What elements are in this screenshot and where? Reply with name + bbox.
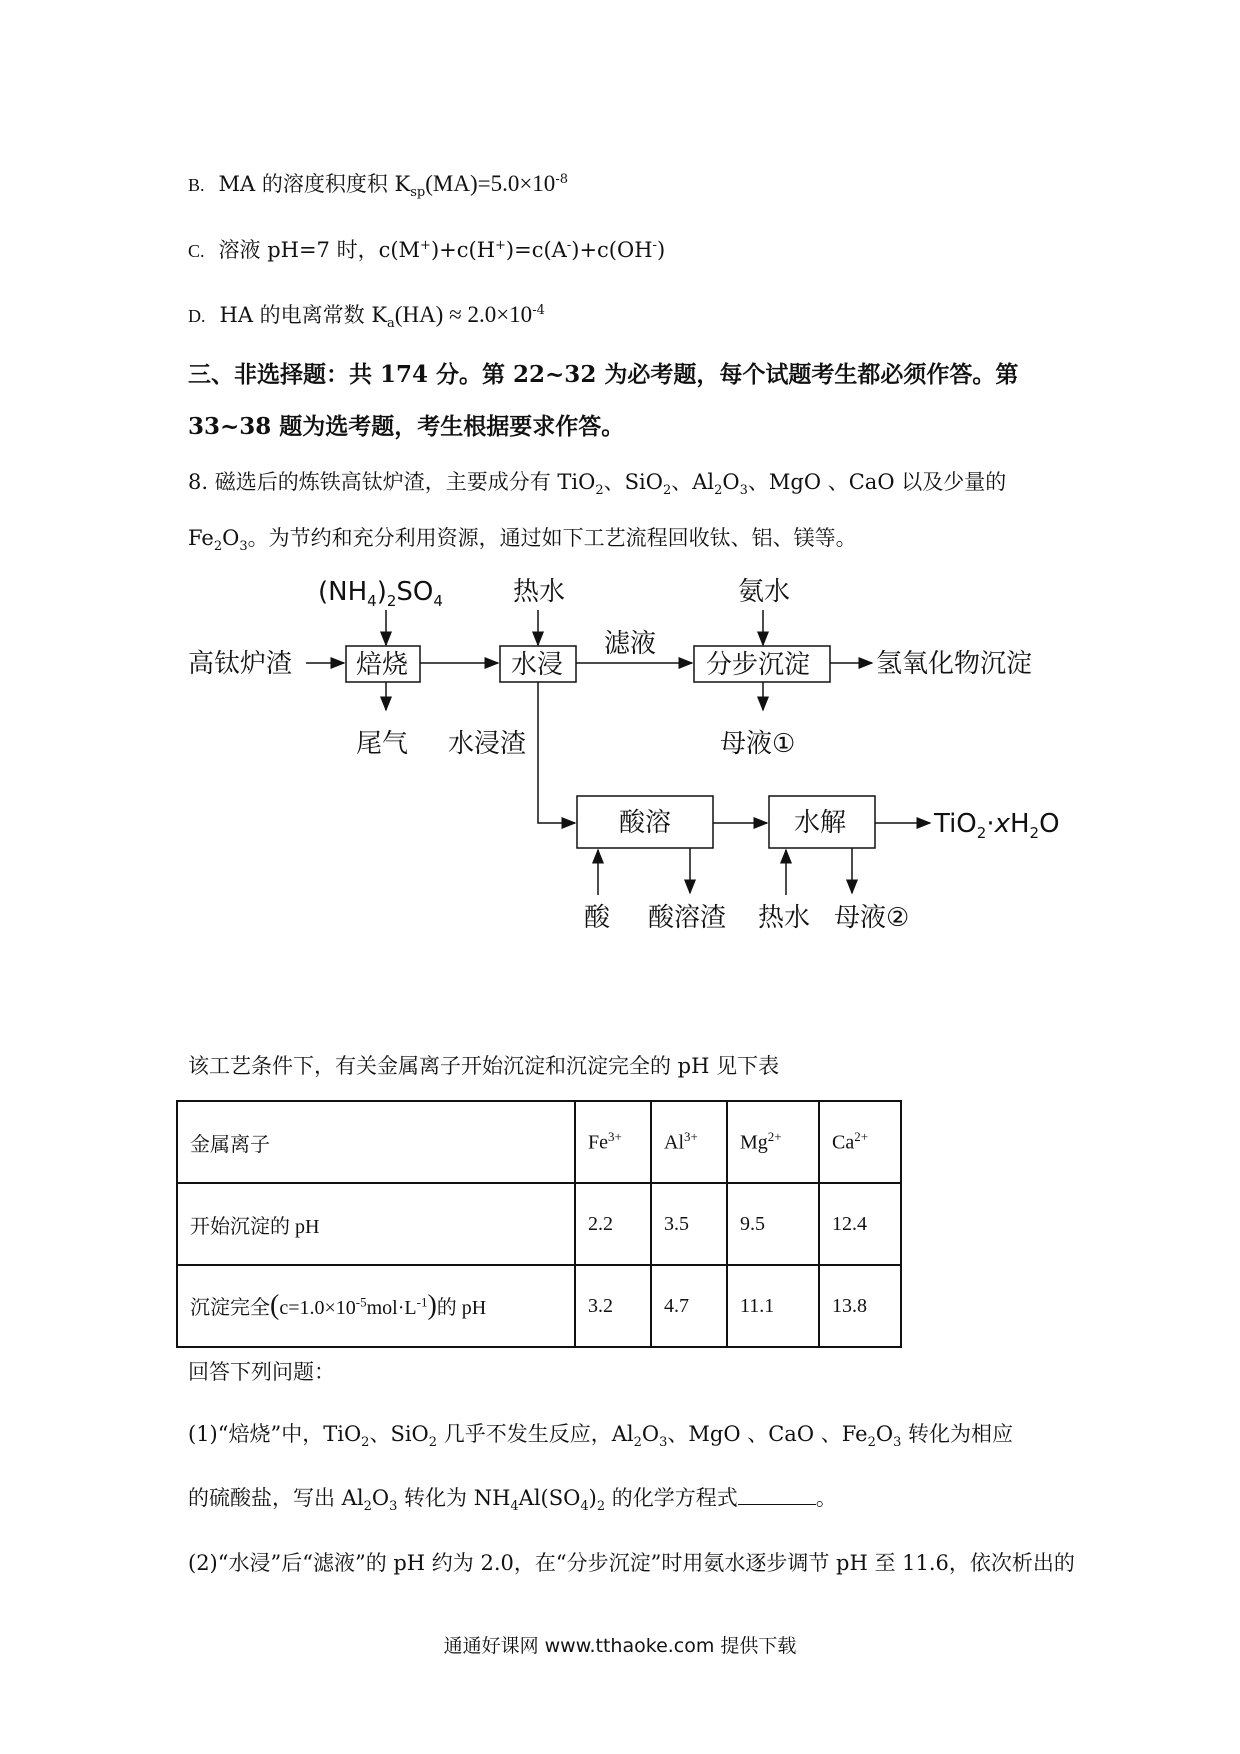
header-ion-fe: $Fe^{3+}$ bbox=[575, 1101, 651, 1183]
question8-line1: 8. 磁选后的炼铁高钛炉渣，主要成分有 TiO$_2$、SiO$_2$、$Al_2O_3$、MgO 、CaO 以及少量的 bbox=[188, 470, 1007, 499]
label-hydroxide: 氢氧化物沉淀 bbox=[876, 649, 1033, 679]
option-letter: D. bbox=[188, 306, 206, 326]
process-flowchart bbox=[0, 560, 1240, 950]
label-hot-water-1: 热水 bbox=[513, 577, 566, 607]
option-c: C. 溶液 pH=7 时，c(M+)+c(H+)=c(A-)+c(OH-) bbox=[188, 238, 666, 262]
table-cell: 3.2 bbox=[575, 1265, 651, 1347]
label-hot-water-2: 热水 bbox=[758, 903, 811, 933]
table-row bbox=[177, 1183, 901, 1265]
label-ammonia: 氨水 bbox=[738, 577, 791, 607]
row-label-start: 开始沉淀的 pH bbox=[177, 1183, 575, 1265]
option-b: B. MA 的溶度积度积 $K_{sp}(MA)=5.0\times 10^{-8}$ bbox=[188, 171, 568, 201]
reagent-ammonium-sulfate: $(NH_4)_2SO_4$ bbox=[318, 577, 443, 610]
question8-line2: $Fe_2O_3$。为节约和充分利用资源，通过如下工艺流程回收钛、铝、镁等。 bbox=[188, 526, 857, 555]
header-ion-mg: $Mg^{2+}$ bbox=[727, 1101, 819, 1183]
q1-line1: (1)“焙烧”中，TiO$_2$、SiO$_2$ 几乎不发生反应，$Al_2O_3$、MgO 、CaO 、$Fe_2O_3$ 转化为相应 bbox=[188, 1422, 1014, 1451]
label-acid: 酸 bbox=[584, 903, 611, 933]
label-box-precip: 分步沉淀 bbox=[706, 650, 811, 680]
section-heading-line1: 三、非选择题：共 174 分。第 22~32 为必考题，每个试题考生都必须作答。第 bbox=[188, 361, 1019, 388]
table-intro: 该工艺条件下，有关金属离子开始沉淀和沉淀完全的 pH 见下表 bbox=[188, 1054, 780, 1078]
table-cell: 11.1 bbox=[727, 1265, 819, 1347]
header-ion-al: $Al^{3+}$ bbox=[651, 1101, 727, 1183]
label-leach-residue: 水浸渣 bbox=[448, 729, 527, 759]
label-acid-residue: 酸溶渣 bbox=[648, 903, 727, 933]
answer-intro: 回答下列问题： bbox=[188, 1360, 335, 1384]
label-filtrate: 滤液 bbox=[604, 629, 657, 659]
label-box-leach: 水浸 bbox=[511, 650, 564, 680]
table-cell: 9.5 bbox=[727, 1183, 819, 1265]
label-mother-liquor-2: 母液② bbox=[834, 903, 910, 933]
q2-line1: (2)“水浸”后“滤液”的 pH 约为 2.0，在“分步沉淀”时用氨水逐步调节 pH 至 11.6，依次析出的 bbox=[188, 1551, 1075, 1575]
label-tail-gas: 尾气 bbox=[356, 729, 409, 759]
table-cell: 13.8 bbox=[819, 1265, 901, 1347]
table-cell: 4.7 bbox=[651, 1265, 727, 1347]
option-d: D. HA 的电离常数 $K_a(HA) \approx 2.0\times 10^{-4}$ bbox=[188, 302, 545, 332]
table-row bbox=[177, 1265, 901, 1347]
q1-line2: 的硫酸盐，写出 $Al_2O_3$ 转化为 $NH_4Al(SO_4)_2$ 的化学方程式 。 bbox=[188, 1486, 837, 1515]
label-box-hydrolysis: 水解 bbox=[794, 808, 847, 838]
section-heading-line2: 33~38 题为选考题，考生根据要求作答。 bbox=[188, 413, 625, 440]
table-cell: 12.4 bbox=[819, 1183, 901, 1265]
label-mother-liquor-1: 母液① bbox=[720, 729, 796, 759]
arrow-residue-to-acid bbox=[538, 682, 575, 823]
label-box-roast: 焙烧 bbox=[356, 650, 409, 680]
ion-ph-table bbox=[176, 1100, 902, 1348]
header-label: 金属离子 bbox=[177, 1101, 575, 1183]
label-input-slag: 高钛炉渣 bbox=[188, 649, 293, 679]
table-row-header bbox=[177, 1101, 901, 1183]
label-product: $TiO_2\cdot xH_2O$ bbox=[934, 809, 1060, 842]
page-footer: 通通好课网 www.tthaoke.com 提供下载 bbox=[443, 1635, 797, 1657]
option-letter: C. bbox=[188, 241, 205, 261]
row-label-complete: 沉淀完全$(c=1.0\times 10^{-5}mol\cdot L^{-1})$的 pH bbox=[177, 1265, 575, 1347]
table-cell: 2.2 bbox=[575, 1183, 651, 1265]
option-letter: B. bbox=[188, 175, 205, 195]
answer-blank[interactable] bbox=[738, 1484, 816, 1505]
label-box-acid: 酸溶 bbox=[619, 808, 672, 838]
header-ion-ca: $Ca^{2+}$ bbox=[819, 1101, 901, 1183]
table-cell: 3.5 bbox=[651, 1183, 727, 1265]
